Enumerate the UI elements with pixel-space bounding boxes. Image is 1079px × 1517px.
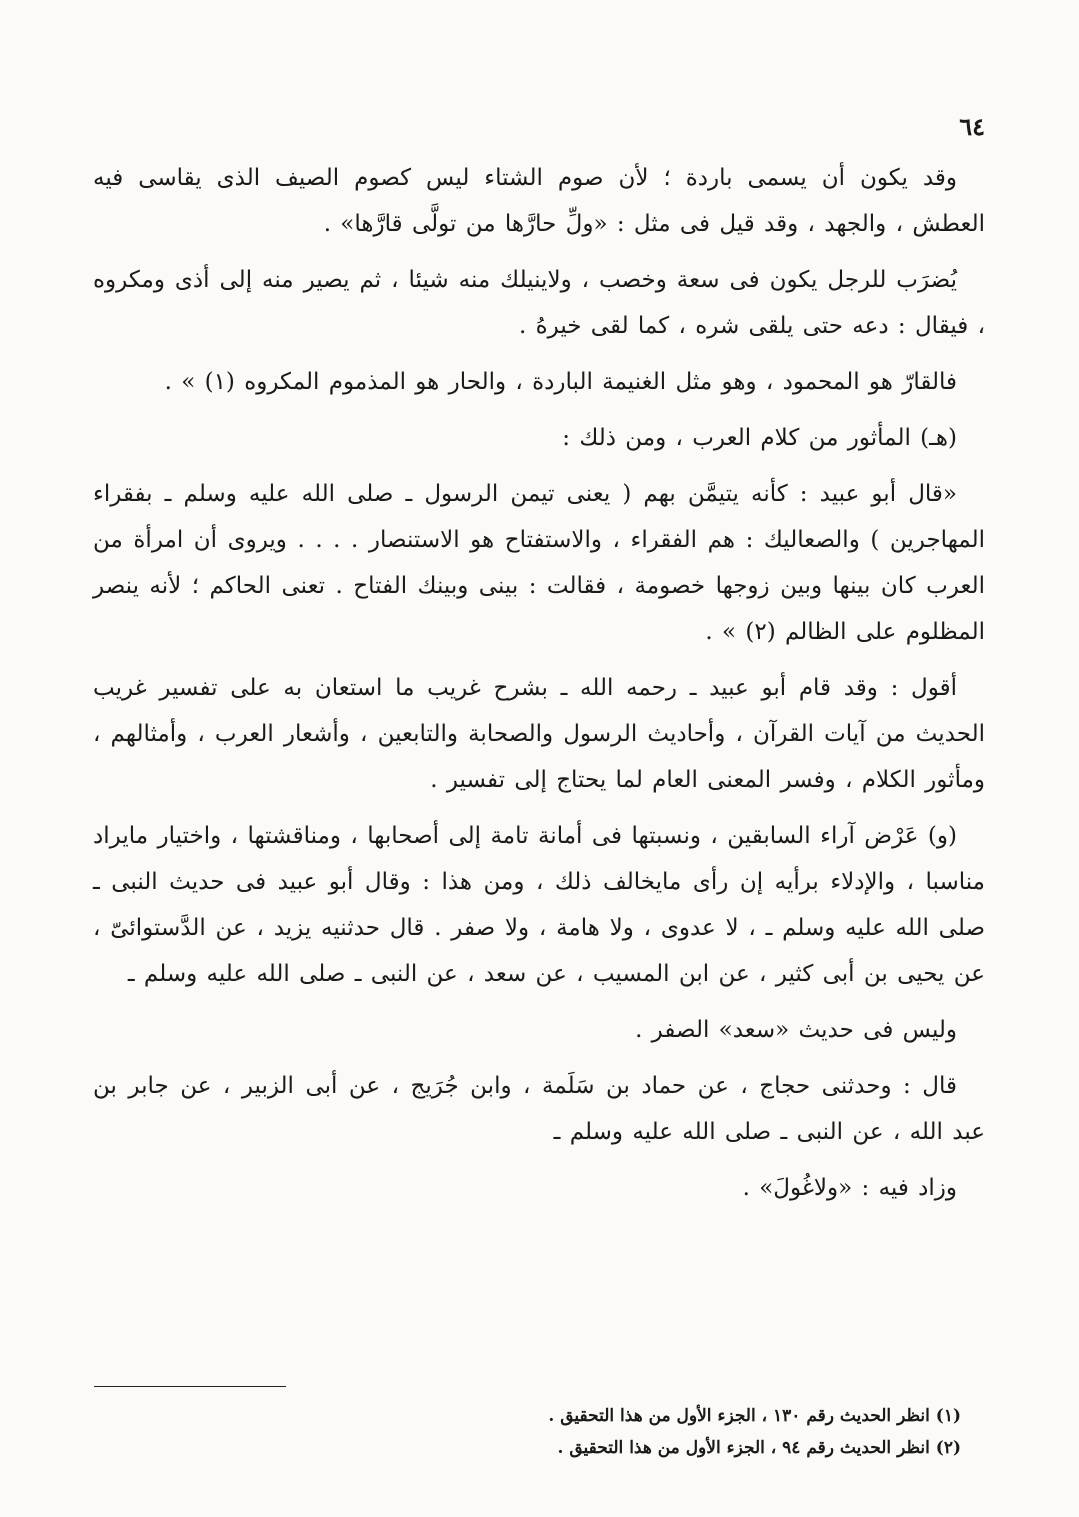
paragraph-6: أقول : وقد قام أبو عبيد ـ رحمه الله ـ بشرح غريب ما استعان به على تفسير غريب الحديث من آيات القرآن ، وأحاديث الرسول والصحابة والتابعين ، وأشعار العرب ، وأمثالهم ، ومأثور الكلام ، وفسر المعنى العام لما يحتاج إلى تفسير .: [93, 675, 985, 793]
paragraph-4: (هـ) المأثور من كلام العرب ، ومن ذلك :: [562, 425, 957, 451]
paragraph-5: «قال أبو عبيد : كأنه يتيمَّن بهم ( يعنى تيمن الرسول ـ صلى الله عليه وسلم ـ بفقراء المهاجرين ) والصعاليك : هم الفقراء ، والاستفتاح هو الاستنصار . . . . ويروى أن امرأة من العرب كان بينها وبين زوجها خصومة ، فقالت : بينى وبينك الفتاح . تعنى الحاكم ؛ لأنه ينصر المظلوم على الظالم (٢) » .: [93, 481, 985, 645]
paragraph-8: وليس فى حديث «سعد» الصفر .: [635, 1017, 957, 1043]
footnote-divider: [94, 1386, 286, 1387]
footnotes: [461, 1400, 961, 1464]
paragraph-7: (و) عَرْض آراء السابقين ، ونسبتها فى أمانة تامة إلى أصحابها ، ومناقشتها ، واختيار مايراد مناسبا ، والإدلاء برأيه إن رأى مايخالف ذلك ، ومن هذا : وقال أبو عبيد فى حديث النبى ـ صلى الله عليه وسلم ـ ، لا عدوى ، ولا هامة ، ولا صفر . قال حدثنيه يزيد ، عن الدَّستوائىّ ، عن يحيى بن أبى كثير ، عن ابن المسيب ، عن سعد ، عن النبى ـ صلى الله عليه وسلم ـ: [93, 823, 985, 987]
body-text: [93, 155, 985, 1221]
footnote-1: (١) انظر الحديث رقم ١٣٠ ، الجزء الأول من هذا التحقيق .: [548, 1406, 961, 1426]
paragraph-9: قال : وحدثنى حجاج ، عن حماد بن سَلَمة ، وابن جُرَيج ، عن أبى الزبير ، عن جابر بن عبد الله ، عن النبى ـ صلى الله عليه وسلم ـ: [93, 1073, 985, 1145]
paragraph-2: يُضرَب للرجل يكون فى سعة وخصب ، ولاينيلك منه شيئا ، ثم يصير منه إلى أذى ومكروه ، فيقال : دعه حتى يلقى شره ، كما لقى خيرهُ .: [93, 267, 985, 339]
paragraph-10: وزاد فيه : «ولاغُولَ» .: [742, 1175, 957, 1201]
page-number: ٦٤: [959, 112, 985, 141]
paragraph-3: فالقارّ هو المحمود ، وهو مثل الغنيمة الباردة ، والحار هو المذموم المكروه (١) » .: [164, 369, 957, 395]
paragraph-1: وقد يكون أن يسمى باردة ؛ لأن صوم الشتاء ليس كصوم الصيف الذى يقاسى فيه العطش ، والجهد ، وقد قيل فى مثل : «ولِّ حارَّها من تولَّى قارَّها» .: [93, 165, 985, 237]
footnote-2: (٢) انظر الحديث رقم ٩٤ ، الجزء الأول من هذا التحقيق .: [557, 1438, 961, 1458]
